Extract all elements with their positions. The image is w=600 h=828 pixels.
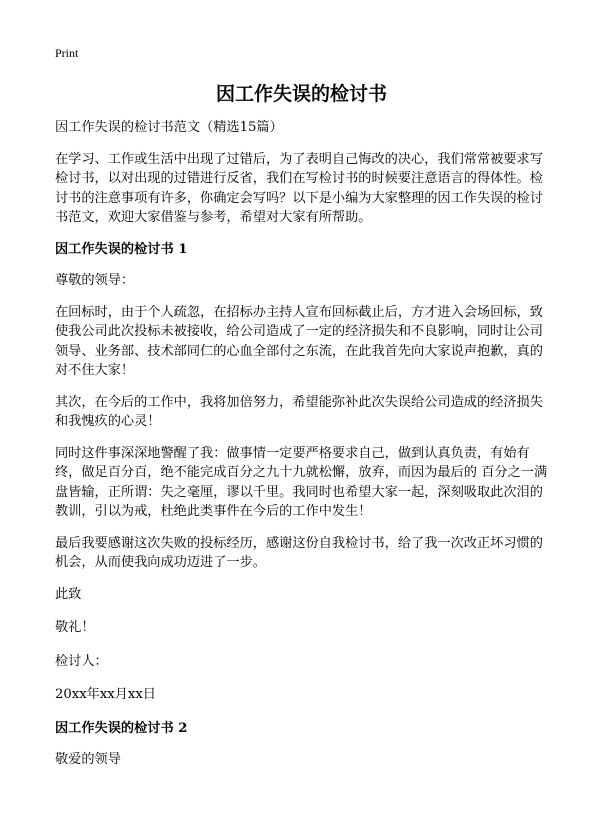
section-1-closing-2: 敬礼！ bbox=[55, 620, 95, 635]
section-1-salutation: 尊敬的领导： bbox=[55, 273, 135, 288]
section-1-signer: 检讨人： bbox=[55, 653, 108, 669]
section-2-salutation: 敬爱的领导 bbox=[55, 752, 121, 767]
section-1-paragraph-3: 同时这件事深深地警醒了我：做事情一定要严格要求自己，做到认真负责，有始有终，做足百分百，绝不能完成百分之九十九就松懈，放弃，而因为最后的 百分之一满盘皆输，正所谓：失之毫厘，谬以千里。我同时也希望大家一起，深刻吸取此次泪的教训，引以为戒，杜绝此类事件在今后的工作中发生！ bbox=[55, 445, 548, 519]
document-subtitle: 因工作失误的检讨书范文（精选15篇） bbox=[55, 120, 283, 135]
section-1-date: 20xx年xx月xx日 bbox=[55, 687, 156, 702]
intro-paragraph: 在学习、工作或生活中出现了过错后，为了表明自己悔改的决心，我们常常被要求写检讨书，以对出现的过错进行反省，我们在写检讨书的时候要注意语言的得体性。检讨书的注意事项有许多，你确定会写吗？以下是小编为大家整理的因工作失误的检讨书范文，欢迎大家借鉴与参考，希望对大家有所帮助。 bbox=[55, 151, 543, 225]
section-1-heading: 因工作失误的检讨书 1 bbox=[55, 241, 188, 257]
section-2-heading: 因工作失误的检讨书 2 bbox=[55, 720, 188, 736]
section-1-closing-1: 此致 bbox=[55, 586, 82, 602]
document-title: 因工作失误的检讨书 bbox=[215, 83, 387, 105]
section-1-paragraph-1: 在回标时，由于个人疏忽，在招标办主持人宣布回标截止后，方才进入会场回标，致使我公司此次投标未被接收，给公司造成了一定的经济损失和不良影响，同时让公司领导、业务部、技术部同仁的心血全部付之东流，在此我首先向大家说声抱歉，真的对不住大家！ bbox=[55, 304, 543, 378]
section-1-paragraph-4: 最后我要感谢这次失败的投标经历，感谢这份自我检讨书，给了我一次改正坏习惯的机会，从而使我向成功迈进了一步。 bbox=[55, 535, 543, 570]
section-1-paragraph-2: 其次，在今后的工作中，我将加倍努力，希望能弥补此次失误给公司造成的经济损失和我愧疚的心灵！ bbox=[55, 394, 543, 429]
print-label: Print bbox=[55, 46, 79, 60]
